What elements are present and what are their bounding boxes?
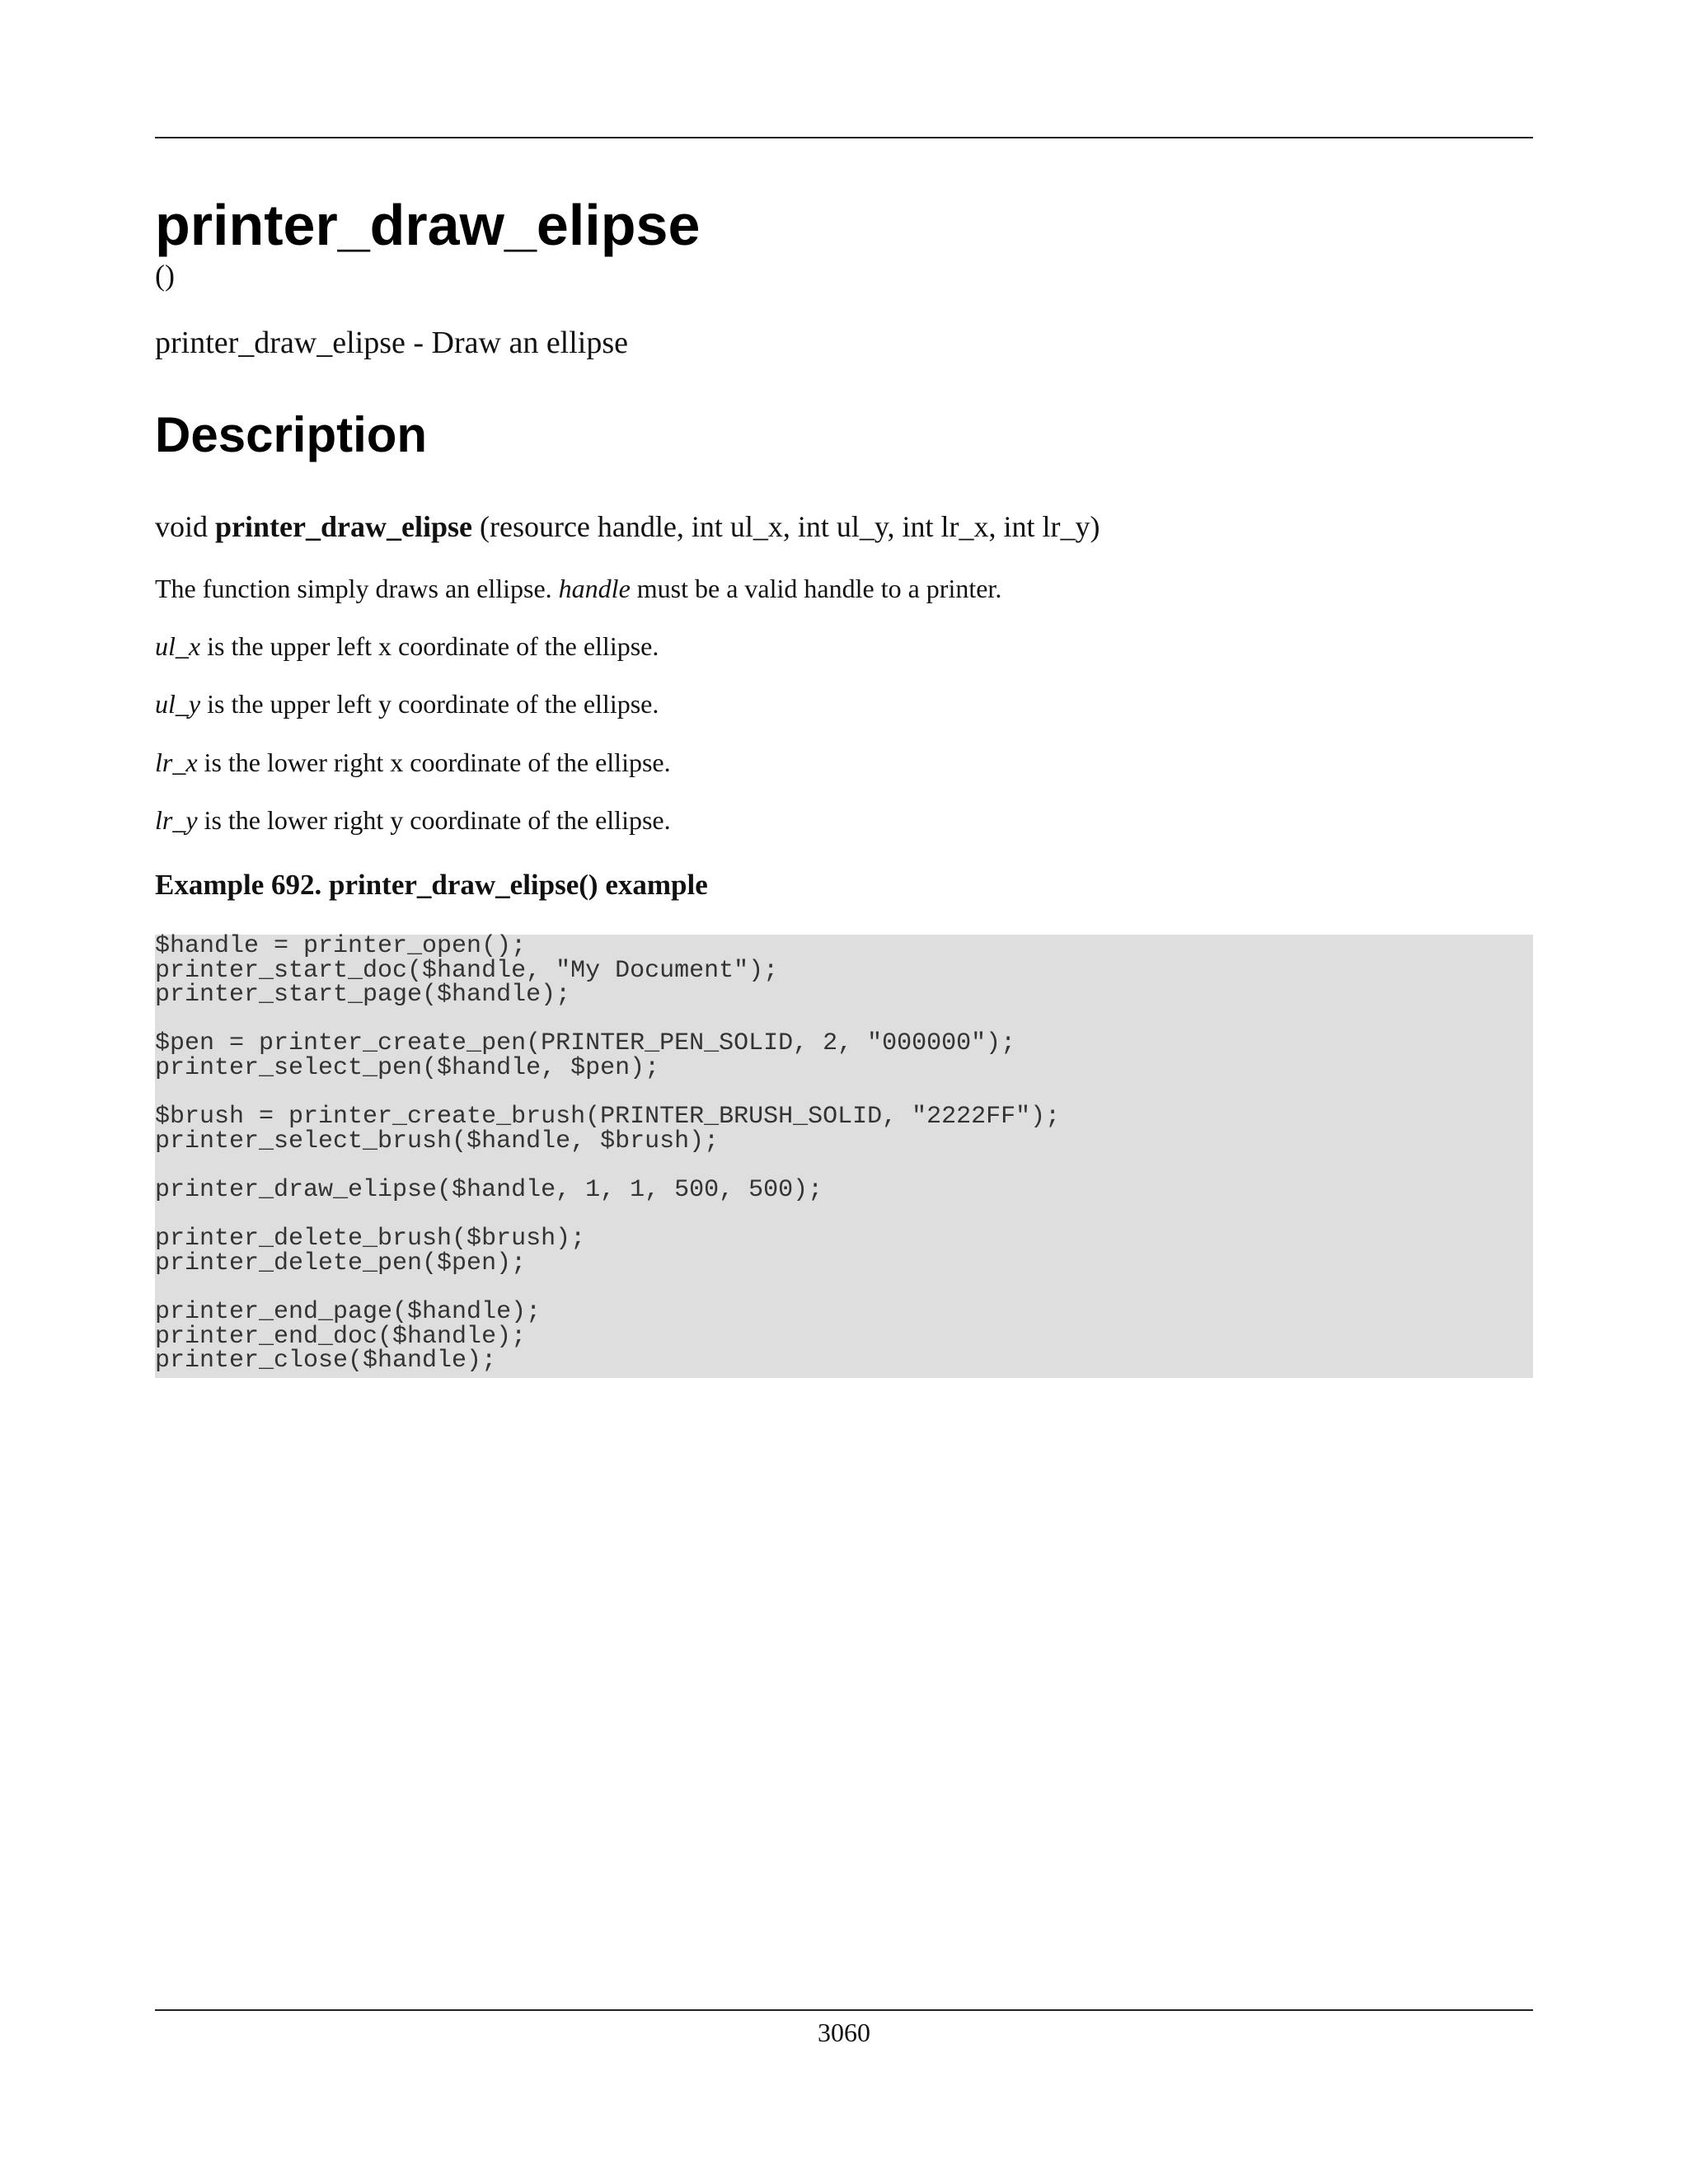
paragraph-text: The function simply draws an ellipse. [155,574,552,603]
code-block: $handle = printer_open(); printer_start_doc($handle, "My Document"); printer_start_page($handle); $pen = printer_create_pen(PRINTER_PEN_SOLID, 2, "000000"); printer_select_pen($handle, $pen); $brush = printer_create_brush(PRINTER_BRUSH_SOLID, "2222FF"); printer_select_brush($handle, $brush); printer_draw_elipse($handle, 1, 1, 500, 500); printer_delete_brush($brush); printer_delete_pen($pen); printer_end_page($handle); printer_end_doc($handle); printer_close($handle); [155,932,1061,1376]
param-description-lr-y [155,804,671,837]
function-params: (resource handle, int ul_x, int ul_y, int lr_x, int lr_y) [479,510,1100,543]
description-paragraph [155,572,1001,605]
paragraph-text: is the upper left y coordinate of the ellipse. [207,689,659,719]
code-example [155,932,1533,1378]
page-title: printer_draw_elipse [155,193,701,257]
param-name-ul-x: ul_x [155,631,201,661]
bottom-divider [155,2009,1533,2011]
paragraph-text: is the lower right x coordinate of the ellipse. [204,748,671,777]
function-synopsis [155,508,1100,546]
function-purpose: printer_draw_elipse - Draw an ellipse [155,326,629,360]
function-parens: () [155,259,175,292]
param-name-lr-x: lr_x [155,748,198,777]
paragraph-text: is the lower right y coordinate of the ellipse. [204,805,671,835]
param-name-ul-y: ul_y [155,689,201,719]
description-heading: Description [155,407,428,462]
param-description-lr-x [155,746,671,779]
param-description-ul-x [155,630,659,663]
param-description-ul-y [155,687,659,720]
param-name-lr-y: lr_y [155,805,198,835]
paragraph-text: must be a valid handle to a printer. [636,574,1002,603]
function-name: printer_draw_elipse [215,510,472,543]
param-name-handle: handle [558,574,631,603]
top-divider [155,137,1533,138]
example-title: Example 692. printer_draw_elipse() example [155,869,708,901]
page-number: 3060 [818,2018,870,2047]
return-type: void [155,510,209,543]
paragraph-text: is the upper left x coordinate of the ellipse. [207,631,659,661]
